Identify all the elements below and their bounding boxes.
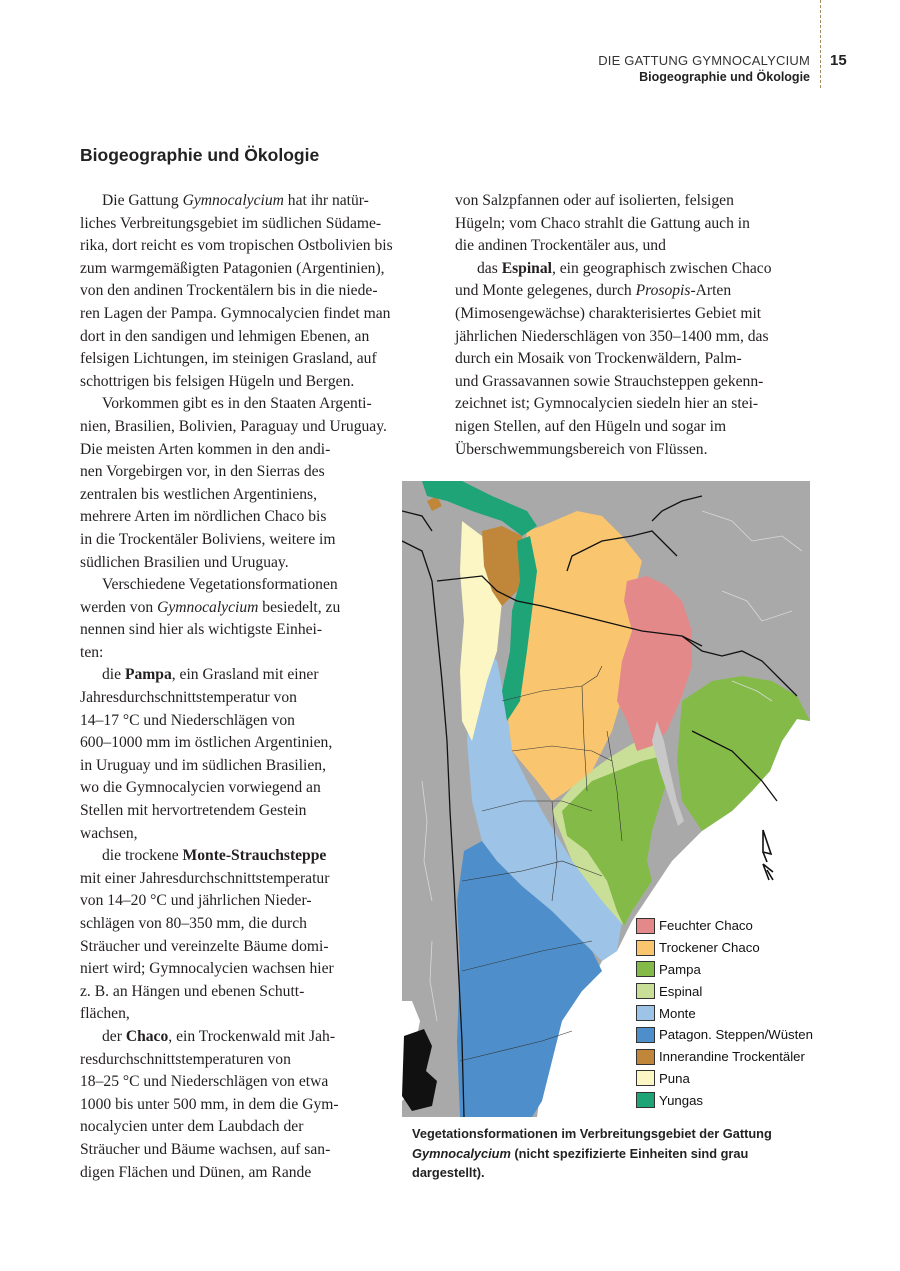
text-run: die andinen Trockentäler aus, und xyxy=(455,237,666,255)
text-run: 600–1000 mm im östlichen Argentinien, xyxy=(80,734,333,752)
legend-swatch xyxy=(636,918,655,934)
text-run: und Grassavannen sowie Strauchsteppen gekenn- xyxy=(455,372,764,390)
section-title: Biogeographie und Ökologie xyxy=(80,145,320,165)
text-line xyxy=(80,913,430,936)
text-run: Sträucher und Bäume wachsen, auf san- xyxy=(80,1140,331,1158)
figure-caption xyxy=(412,1124,812,1183)
text-run: wachsen, xyxy=(80,824,138,842)
legend-label: Pampa xyxy=(659,961,701,977)
text-run: rika, dort reicht es vom tropischen Ostbolivien bis xyxy=(80,237,393,255)
bold-term: Pampa xyxy=(124,666,172,684)
text-line xyxy=(455,348,815,371)
running-head-chapter: DIE GATTUNG GYMNOCALYCIUM xyxy=(598,53,810,68)
text-run: südlichen Brasilien und Uruguay. xyxy=(80,553,289,571)
text-run: in die Trockentäler Boliviens, weitere im xyxy=(80,530,336,548)
caption-text-end: (nicht spezifizierte Einheiten sind grau dargestellt). xyxy=(412,1145,749,1180)
legend-item xyxy=(636,1002,813,1024)
text-line xyxy=(80,258,430,281)
text-line xyxy=(80,755,430,778)
text-line xyxy=(80,1094,430,1117)
text-run: Jahresdurchschnittstemperatur von xyxy=(80,689,297,707)
text-line xyxy=(80,642,430,665)
text-line xyxy=(80,1116,430,1139)
text-line xyxy=(80,326,430,349)
legend-label: Patagon. Steppen/Wüsten xyxy=(659,1027,813,1043)
text-run: mit einer Jahresdurchschnittstemperatur xyxy=(80,869,330,887)
legend-swatch xyxy=(636,1049,655,1065)
text-line xyxy=(80,981,430,1004)
text-line xyxy=(80,484,430,507)
text-line xyxy=(80,235,430,258)
text-line xyxy=(80,1026,430,1049)
text-line xyxy=(80,1071,430,1094)
text-line xyxy=(80,416,430,439)
text-line xyxy=(80,371,430,394)
legend-label: Feuchter Chaco xyxy=(659,918,753,934)
legend-label: Trockener Chaco xyxy=(659,940,760,956)
text-line xyxy=(80,280,430,303)
legend-swatch xyxy=(636,1005,655,1021)
text-run: mehrere Arten im nördlichen Chaco bis xyxy=(80,508,327,526)
text-run: z. B. an Hängen und ebenen Schutt- xyxy=(80,982,305,1000)
text-line xyxy=(80,461,430,484)
running-head xyxy=(598,52,810,86)
text-line xyxy=(80,529,430,552)
text-line xyxy=(80,777,430,800)
legend-item xyxy=(636,980,813,1002)
text-line xyxy=(80,1049,430,1072)
text-run: das xyxy=(477,259,502,277)
text-line xyxy=(80,213,430,236)
text-run: zum warmgemäßigten Patagonien (Argentinien), xyxy=(80,259,385,277)
text-run: von Salzpfannen oder auf isolierten, felsigen xyxy=(455,192,734,209)
text-run: zeichnet ist; Gymnocalycien siedeln hier an stei- xyxy=(455,395,759,413)
text-run: in Uruguay und im südlichen Brasilien, xyxy=(80,756,326,774)
legend-item xyxy=(636,1024,813,1046)
text-line xyxy=(80,619,430,642)
text-run: jährlichen Niederschlägen von 350–1400 mm, das xyxy=(455,327,769,345)
running-head-section: Biogeographie und Ökologie xyxy=(639,70,810,84)
legend-label: Innerandine Trockentäler xyxy=(659,1049,805,1065)
north-arrow-icon xyxy=(757,828,781,884)
text-run: werden von xyxy=(80,598,158,616)
text-run: wo die Gymnocalycien vorwiegend an xyxy=(80,779,321,797)
text-run: Überschwemmungsbereich von Flüssen. xyxy=(455,440,708,458)
bold-term: Monte-Strauchsteppe xyxy=(182,847,327,865)
text-run: 1000 bis unter 500 mm, in dem die Gym- xyxy=(80,1095,339,1113)
text-run: flächen, xyxy=(80,1005,130,1023)
text-run: besiedelt, zu xyxy=(258,598,341,616)
text-run: ten: xyxy=(80,643,104,661)
text-line xyxy=(80,303,430,326)
bold-term: Espinal xyxy=(501,259,552,277)
text-line xyxy=(80,958,430,981)
legend-label: Yungas xyxy=(659,1092,703,1108)
text-line xyxy=(455,258,815,281)
text-line xyxy=(80,710,430,733)
text-line xyxy=(80,393,430,416)
text-line xyxy=(80,732,430,755)
text-run: niert wird; Gymnocalycien wachsen hier xyxy=(80,960,334,978)
text-line xyxy=(80,348,430,371)
map-legend xyxy=(636,915,813,1111)
text-run: durch ein Mosaik von Trockenwäldern, Palm- xyxy=(455,350,742,368)
text-run: schlägen von 80–350 mm, die durch xyxy=(80,915,307,932)
text-line xyxy=(80,664,430,687)
text-line xyxy=(80,552,430,575)
text-line xyxy=(455,213,815,236)
text-line xyxy=(80,868,430,891)
text-line xyxy=(80,597,430,620)
text-run: Verschiedene Vegetationsformationen xyxy=(102,576,338,594)
text-line xyxy=(80,687,430,710)
text-run: 14–17 °C und Niederschlägen von xyxy=(80,711,295,729)
text-run: die trockene xyxy=(102,847,183,865)
text-line xyxy=(80,574,430,597)
text-line xyxy=(455,393,815,416)
text-run: felsigen Lichtungen, im steinigen Grasland, auf xyxy=(80,350,377,368)
text-line xyxy=(455,439,815,462)
text-run: Die meisten Arten kommen in den andi- xyxy=(80,440,331,458)
legend-swatch xyxy=(636,961,655,977)
text-line xyxy=(80,1139,430,1162)
text-run: nocalycien unter dem Laubdach der xyxy=(80,1118,304,1136)
legend-item xyxy=(636,1089,813,1111)
text-run: liches Verbreitungsgebiet im südlichen Südame- xyxy=(80,214,382,232)
text-run: , ein Grasland mit einer xyxy=(171,666,319,684)
italic-term: Gymnocalycium xyxy=(157,598,259,616)
text-line xyxy=(455,416,815,439)
text-run: resdurchschnittstemperaturen von xyxy=(80,1050,291,1068)
legend-swatch xyxy=(636,1070,655,1086)
text-line xyxy=(80,845,430,868)
legend-item xyxy=(636,915,813,937)
legend-swatch xyxy=(636,940,655,956)
text-run: Hügeln; vom Chaco strahlt die Gattung auch in xyxy=(455,214,750,232)
italic-term: Prosopis xyxy=(635,282,691,300)
text-run: 18–25 °C und Niederschlägen von etwa xyxy=(80,1073,329,1091)
text-line xyxy=(455,371,815,394)
text-line xyxy=(455,280,815,303)
text-line xyxy=(80,439,430,462)
legend-swatch xyxy=(636,1027,655,1043)
text-run: nen Vorgebirgen vor, in den Sierras des xyxy=(80,463,325,481)
text-run: die xyxy=(102,666,125,684)
legend-label: Puna xyxy=(659,1070,690,1086)
text-run: ren Lagen der Pampa. Gymnocalycien findet man xyxy=(80,304,391,322)
text-line xyxy=(80,823,430,846)
legend-item xyxy=(636,1046,813,1068)
text-run: schottrigen bis felsigen Hügeln und Bergen. xyxy=(80,372,355,390)
body-text-left-column xyxy=(80,190,430,1184)
italic-term: Gymnocalycium xyxy=(182,192,284,209)
legend-swatch xyxy=(636,983,655,999)
legend-item xyxy=(636,937,813,959)
text-line xyxy=(455,303,815,326)
text-line xyxy=(80,190,430,213)
text-run: von den andinen Trockentälern bis in die niede- xyxy=(80,282,378,300)
text-line xyxy=(80,800,430,823)
text-run: nien, Brasilien, Bolivien, Paraguay und Uruguay. xyxy=(80,417,387,435)
text-run: der xyxy=(102,1027,126,1045)
text-line xyxy=(80,1162,430,1185)
legend-item xyxy=(636,1068,813,1090)
text-line xyxy=(80,936,430,959)
legend-label: Espinal xyxy=(659,983,703,999)
text-run: -Arten xyxy=(690,282,732,300)
legend-label: Monte xyxy=(659,1005,696,1021)
text-line xyxy=(455,235,815,258)
text-run: dort in den sandigen und lehmigen Ebenen, an xyxy=(80,327,370,345)
text-line xyxy=(455,190,815,213)
text-run: Stellen mit hervortretendem Gestein xyxy=(80,802,307,820)
text-run: , ein geographisch zwischen Chaco xyxy=(551,259,772,277)
page-number: 15 xyxy=(830,52,847,69)
caption-genus: Gymnocalycium xyxy=(412,1145,511,1161)
text-run: Vorkommen gibt es in den Staaten Argenti- xyxy=(102,395,372,413)
text-run: hat ihr natür- xyxy=(283,192,369,209)
body-text-right-column xyxy=(455,190,815,461)
text-run: Die Gattung xyxy=(102,192,183,209)
text-line xyxy=(80,506,430,529)
text-run: von 14–20 °C und jährlichen Nieder- xyxy=(80,892,312,910)
text-run: nennen sind hier als wichtigste Einhei- xyxy=(80,621,323,639)
text-run: Sträucher und vereinzelte Bäume domi- xyxy=(80,937,329,955)
north-arrow xyxy=(757,828,781,889)
text-run: (Mimosengewächse) charakterisiertes Gebiet mit xyxy=(455,304,762,322)
caption-text-start: Vegetationsformationen im Verbreitungsgebiet der Gattung xyxy=(412,1126,772,1141)
legend-swatch xyxy=(636,1092,655,1108)
text-run: nigen Stellen, auf den Hügeln und sogar im xyxy=(455,417,727,435)
text-line xyxy=(80,1003,430,1026)
header-dashed-rule xyxy=(820,0,821,88)
text-run: und Monte gelegenes, durch xyxy=(455,282,636,300)
text-run: digen Flächen und Dünen, am Rande xyxy=(80,1163,312,1181)
bold-term: Chaco xyxy=(125,1027,169,1045)
text-line xyxy=(455,326,815,349)
text-line xyxy=(80,890,430,913)
text-run: zentralen bis westlichen Argentiniens, xyxy=(80,485,318,503)
legend-item xyxy=(636,959,813,981)
text-run: , ein Trockenwald mit Jah- xyxy=(168,1027,336,1045)
